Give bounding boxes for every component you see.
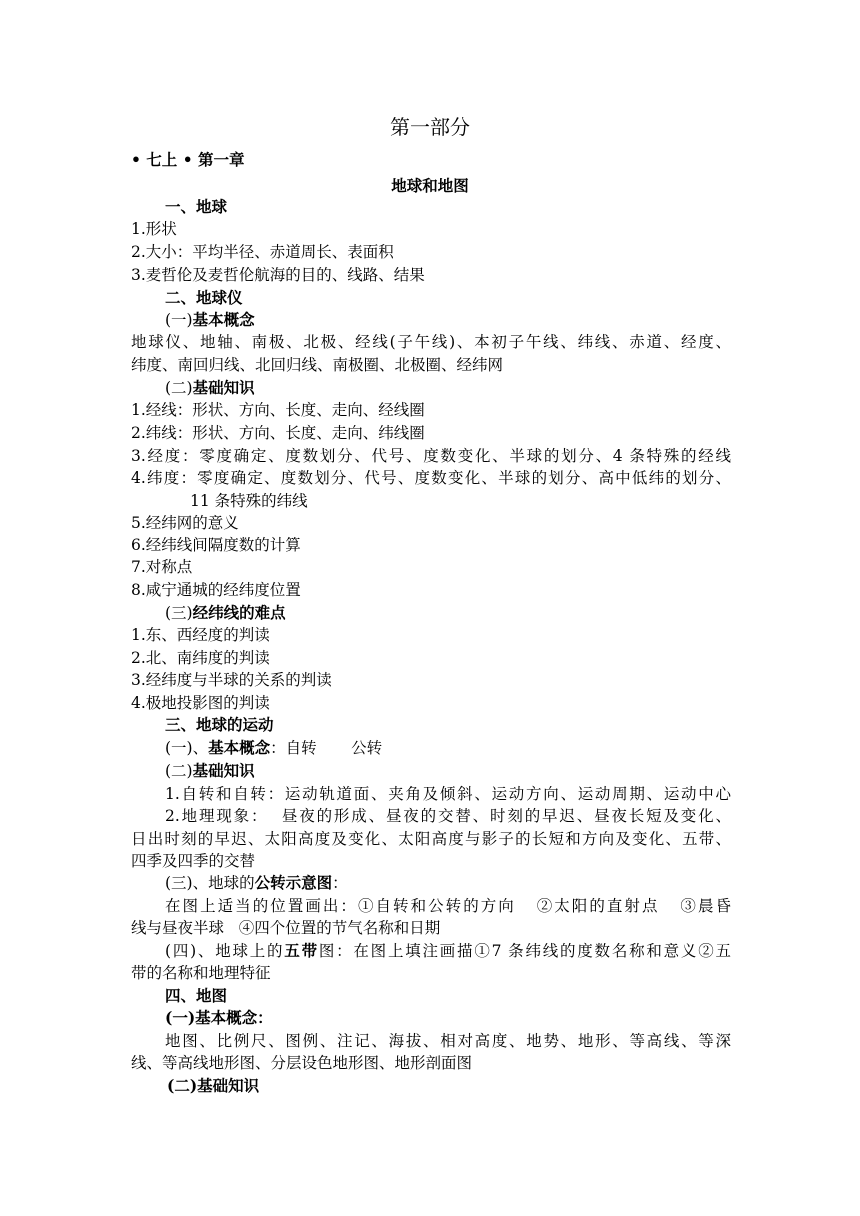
list-item: 3.经度：零度确定、度数划分、代号、度数变化、半球的划分、4 条特殊的经线 [131, 447, 731, 465]
heading-earth: 一、地球 [165, 197, 228, 216]
list-item: 6.经纬线间隔度数的计算 [131, 536, 301, 554]
heading-map: 四、地图 [165, 986, 228, 1005]
list-item-continued: 11 条特殊的纬线 [190, 492, 308, 510]
list-item: 4.极地投影图的判读 [131, 694, 270, 712]
part-title: 第一部分 [390, 115, 470, 139]
paragraph-line: 2.地理现象： 昼夜的形成、昼夜的交替、时刻的早迟、昼夜长短及变化、 [165, 807, 731, 825]
list-item: 4.纬度：零度确定、度数划分、代号、度数变化、半球的划分、高中低纬的划分、 [131, 469, 731, 487]
paragraph-line: 线、等高线地形图、分层设色地形图、地形剖面图 [131, 1054, 473, 1072]
paragraph-line: 地图、比例尺、图例、注记、海拔、相对高度、地势、地形、等高线、等深 [165, 1032, 731, 1050]
list-item: 2.纬线：形状、方向、长度、走向、纬线圈 [131, 424, 425, 442]
subheading-revolution-diagram: (三)、地球的公转示意图： [165, 873, 348, 892]
list-item: 2.大小：平均半径、赤道周长、表面积 [131, 243, 394, 261]
subheading-five-zones: (四)、地球上的五带图：在图上填注画描①7 条纬线的度数名称和意义②五 [165, 941, 731, 960]
list-item: 3.麦哲伦及麦哲伦航海的目的、线路、结果 [131, 266, 425, 284]
paragraph-line: 1.自转和自转：运动轨道面、夹角及倾斜、运动方向、运动周期、运动中心 [165, 785, 731, 803]
list-item: 1.经线：形状、方向、长度、走向、经线圈 [131, 401, 425, 419]
list-item: 2.北、南纬度的判读 [131, 649, 270, 667]
subheading-map-basics: (二)基础知识 [167, 1076, 260, 1095]
paragraph-line: 线与昼夜半球 ④四个位置的节气名称和日期 [131, 919, 441, 937]
list-item: 3.经纬度与半球的关系的判读 [131, 671, 332, 689]
paragraph-line: 带的名称和地理特征 [131, 964, 271, 982]
list-item: 7.对称点 [131, 558, 193, 576]
list-item: 1.东、西经度的判读 [131, 626, 270, 644]
subheading-basic-concepts: (一)基本概念 [165, 310, 255, 329]
chapter-label: • 七上 • 第一章 [131, 150, 245, 169]
heading-globe: 二、地球仪 [165, 288, 243, 307]
paragraph-line: 日出时刻的早迟、太阳高度及变化、太阳高度与影子的长短和方向及变化、五带、 [131, 830, 731, 848]
paragraph-line: 地球仪、地轴、南极、北极、经线(子午线)、本初子午线、纬线、赤道、经度、 [131, 333, 731, 351]
paragraph-line: 纬度、南回归线、北回归线、南极圈、北极圈、经纬网 [131, 356, 504, 374]
paragraph-line: 四季及四季的交替 [131, 852, 256, 870]
list-item: 1.形状 [131, 220, 177, 238]
subheading-motion-basics: (二)基础知识 [165, 761, 255, 780]
heading-earth-motion: 三、地球的运动 [165, 715, 274, 734]
list-item: 8.咸宁通城的经纬度位置 [131, 581, 301, 599]
list-item: 5.经纬网的意义 [131, 514, 239, 532]
subheading-motion-concepts: (一)、基本概念：自转 公转 [165, 738, 383, 757]
subheading-difficulties: (三)经纬线的难点 [165, 603, 286, 622]
section-title: 地球和地图 [391, 176, 469, 195]
paragraph-line: 在图上适当的位置画出：①自转和公转的方向 ②太阳的直射点 ③晨昏 [165, 897, 731, 915]
subheading-map-concepts: (一)基本概念： [165, 1008, 273, 1027]
subheading-basic-knowledge: (二)基础知识 [165, 378, 255, 397]
